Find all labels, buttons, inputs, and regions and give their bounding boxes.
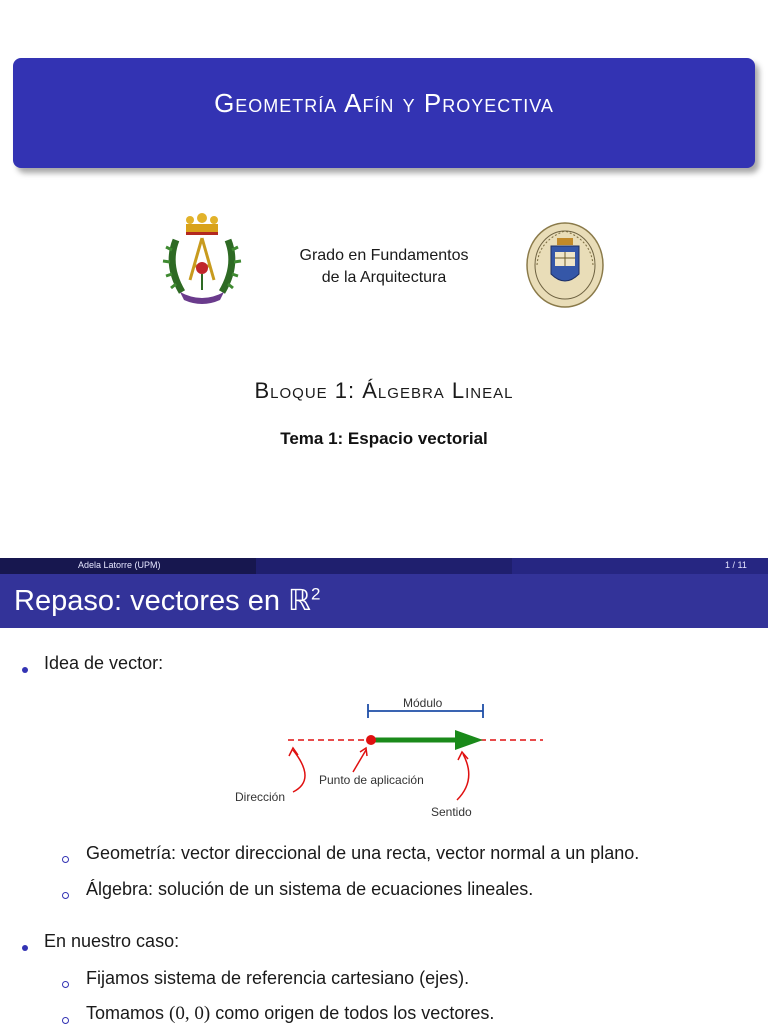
institution-line-2: de la Arquitectura: [321, 269, 447, 286]
presentation-title: Geometría Afín y Proyectiva: [214, 88, 554, 118]
frame-title-set: ℝ: [288, 585, 312, 617]
vector-arrowhead: [455, 730, 483, 750]
bullet-dot-2: [22, 938, 28, 956]
upm-seal-logo: [525, 222, 605, 308]
modulo-label: Módulo: [403, 696, 443, 710]
bullet-nuestro-caso: En nuestro caso:: [44, 931, 180, 951]
sub-bullet-ring-3: [62, 975, 69, 993]
footer-author: Adela Latorre (UPM): [78, 560, 161, 570]
punto-label: Punto de aplicación: [319, 773, 424, 787]
sub-bullet-ring-2: [62, 886, 69, 904]
bullet-dot-1: [22, 660, 28, 678]
block-title: Bloque 1: Álgebra Lineal: [254, 378, 514, 403]
footer-page-number: 1 / 11: [725, 560, 747, 570]
vector-diagram: [225, 690, 555, 820]
institution-text: [270, 245, 498, 289]
frame-title-exponent: 2: [311, 584, 321, 604]
frame-title: [14, 583, 320, 618]
origen-text-pre: Tomamos: [86, 1003, 170, 1023]
sub-bullet-algebra: Álgebra: solución de un sistema de ecuaciones lineales.: [86, 879, 534, 899]
sub-bullet-ring-1: [62, 850, 69, 868]
origen-text-post: como origen de todos los vectores.: [210, 1003, 495, 1023]
footer-bar-middle: [256, 558, 512, 574]
origen-math: (0, 0): [169, 1003, 211, 1024]
bullet-idea-vector: Idea de vector:: [44, 653, 164, 673]
sentido-label: Sentido: [431, 805, 472, 819]
application-point: [366, 735, 376, 745]
sub-bullet-geometria: Geometría: vector direccional de una recta, vector normal a un plano.: [86, 843, 640, 863]
direccion-label: Dirección: [235, 790, 286, 804]
sub-bullet-referencia: Fijamos sistema de referencia cartesiano (ejes).: [86, 968, 470, 988]
sub-bullet-origen: [86, 1003, 494, 1025]
topic-title: Tema 1: Espacio vectorial: [280, 429, 488, 448]
sub-bullet-ring-4: [62, 1011, 69, 1029]
institution-line-1: Grado en Fundamentos: [299, 247, 469, 264]
frame-title-text: Repaso: vectores en: [14, 585, 289, 617]
architecture-crest-logo: [162, 210, 242, 306]
